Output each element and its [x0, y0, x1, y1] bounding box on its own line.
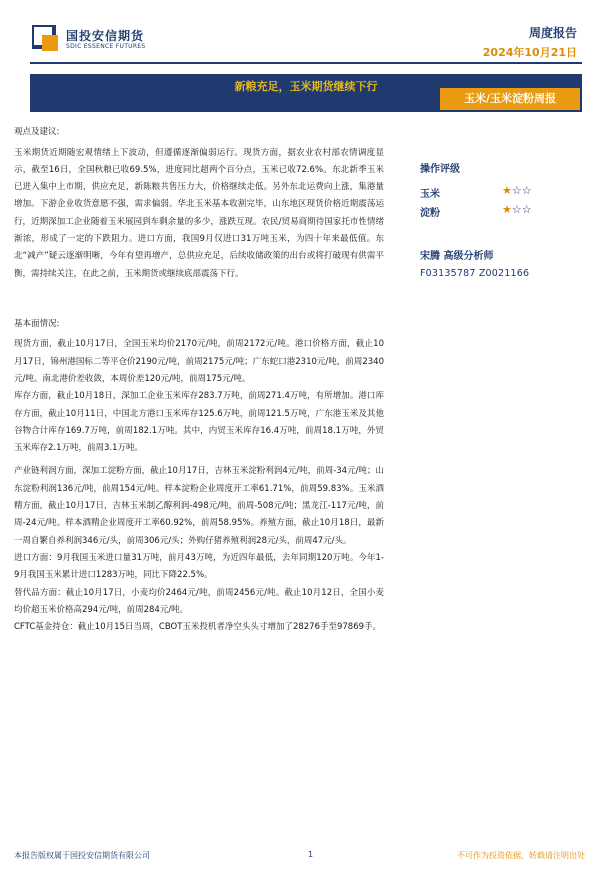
summary-heading: 观点及建议:	[14, 127, 60, 137]
summary-body: 玉米期货近期随宏观情绪上下波动，但遵循逐渐偏弱运行。现货方面，据农业农村部农情调度显示，截至16日，全国秋粮已收69.5%，进度同比超两个百分点，玉米已收72.6%。东北新季玉米已进入集中上市期，供应充足，新陈粮共售压力大，价格继续走低。另外东北运费向上涨，集港量增加。下游企业收货意愿不强，需求偏弱。华北玉米基本收割完毕，山东地区现货价格近期震荡运行，近期深加工企业随着玉米展园到车剩余量的多少，涨跌互现。农民/贸易商期待国家托市性情绪渐浓，形成了一定的下跌阻力。进口方面，我国9月仅进口31万吨玉米，为四十年来最低值。东北“减产”疑云逐渐明晰，今年有望再增产，总供应充足，后续收储政策的出台或将打破现有供需平衡，需持续关注，在此之前，玉米期货或继续底部震荡下行。	[14, 147, 384, 279]
main-content	[14, 125, 384, 636]
rating-row-starch	[420, 204, 590, 223]
page-header	[0, 0, 615, 62]
star-filled-icon: ★	[502, 184, 512, 197]
report-category-tag: 玉米/玉米淀粉周报	[440, 88, 580, 110]
basics-profit: 产业链利润方面，深加工淀粉方面，截止10月17日，吉林玉米淀粉利润4元/吨，前周-34元/吨；山东淀粉利润136元/吨，前周154元/吨。样本淀粉企业周度开工率61.71%，前周59.83%。玉米酒精方面，截止10月17日，吉林玉米制乙醇利润-498元/吨，前周-508元/吨；黑龙江-117元/吨，前周-24元/吨。样本酒精企业周度开工率60.92%，前周58.95%。养殖方面，截止10月18日，最新一周自繁自养利润346元/头，前周306元/头；外购仔猪养殖利润28元/头，前周47元/头。	[14, 466, 384, 546]
sidebar	[420, 160, 590, 279]
analyst-name: 宋腾 高级分析师	[420, 251, 494, 262]
rating-row-corn	[420, 185, 590, 204]
basics-heading: 基本面情况:	[14, 318, 60, 329]
basics-cftc: CFTC基金持仓：截止10月15日当周，CBOT玉米投机者净空头头寸增加了28276手至97869手。	[14, 622, 382, 633]
report-headline: 新粮充足，玉米期货继续下行	[234, 80, 378, 93]
star-empty-icon: ☆☆	[511, 203, 532, 216]
star-rating-icon	[502, 184, 532, 197]
star-filled-icon: ★	[502, 203, 512, 216]
page-footer	[0, 846, 615, 866]
rating-name: 玉米	[420, 189, 440, 200]
company-english-name: SDIC ESSENCE FUTURES	[66, 43, 146, 50]
star-empty-icon: ☆☆	[511, 184, 532, 197]
disclaimer: 不可作为投资依据，转载请注明出处	[457, 851, 585, 860]
header-divider	[30, 62, 582, 64]
company-name: 国投安信期货	[66, 29, 145, 43]
analyst-license: F03135787 Z0021166	[420, 268, 530, 279]
basics-spot: 现货方面，截止10月17日，全国玉米均价2170元/吨，前周2172元/吨。港口价格方面，截止10月17日，锦州港国标二等平仓价2190元/吨，前周2175元/吨；广东蛇口港2310元/吨，前周2340元/吨。南北港价差收敛，本周价差120元/吨，前周175元/吨。	[14, 339, 384, 384]
basics-inventory: 库存方面，截止10月18日，深加工企业玉米库存283.7万吨，前周271.4万吨，有所增加。港口库存方面，截止10月11日，中国北方港口玉米库存125.6万吨，前周121.5万吨，广东港玉米及其他谷物合计库存169.7万吨，前周182.1万吨。其中，内贸玉米库存16.4万吨，前周18.1万吨，外贸玉米库存2.1万吨，前周3.1万吨。	[14, 391, 384, 454]
report-type: 周度报告	[528, 26, 577, 40]
copyright-notice: 本报告版权属于国投安信期货有限公司	[14, 851, 150, 860]
rating-name: 淀粉	[420, 208, 440, 219]
star-rating-icon	[502, 203, 532, 216]
basics-import: 进口方面：9月我国玉米进口量31万吨，前月43万吨，为近四年最低，去年同期120万吨。今年1-9月我国玉米累计进口1283万吨，同比下降22.5%。	[14, 552, 384, 581]
rating-heading: 操作评级	[420, 164, 460, 175]
page-number: 1	[308, 850, 314, 859]
report-date: 2024年10月21日	[482, 46, 577, 59]
basics-substitute: 替代品方面：截止10月17日，小麦均价2464元/吨，前周2456元/吨。截止10月12日，全国小麦均价超玉米价格高294元/吨，前周284元/吨。	[14, 587, 384, 615]
company-logo-icon	[32, 25, 62, 51]
